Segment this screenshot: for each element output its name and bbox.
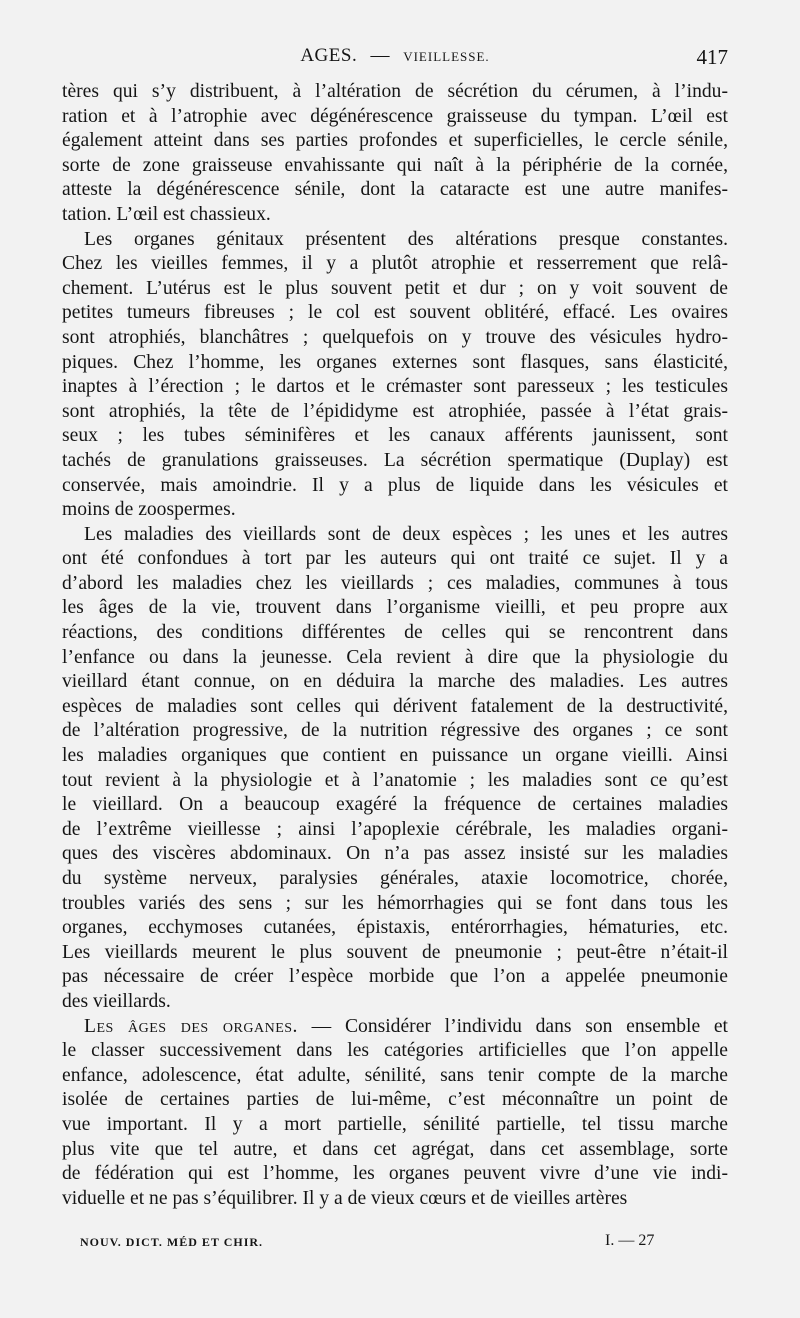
- paragraph: [62, 228, 728, 523]
- text-line: [62, 1015, 728, 1040]
- paragraph: [62, 80, 728, 228]
- text-line: tachés de granulations graisseuses. La sécrétion spermatique (Duplay) est: [62, 449, 728, 471]
- text-line: viduelle et ne pas s’équilibrer. Il y a de vieux cœurs et de vieilles artères: [62, 1187, 628, 1209]
- text-line: conservée, mais amoindrie. Il y a plus de liquide dans les vésicules et: [62, 474, 728, 496]
- text-line: également atteint dans ses parties profondes et superficielles, le cercle sénile,: [62, 130, 728, 152]
- header-subsection: VIEILLESSE.: [403, 49, 490, 64]
- text-line: vue important. Il y a mort partielle, sénilité partielle, tel tissu marche: [62, 1113, 728, 1135]
- paragraph: [62, 523, 728, 1015]
- text-line: les âges de la vie, trouvent dans l’organisme vieilli, et peu propre aux: [62, 597, 728, 619]
- text-line: les maladies organiques que contient en puissance un organe vieilli. Ainsi: [62, 745, 728, 767]
- body-text: [62, 80, 728, 1211]
- text-line: le classer successivement dans les catégories artificielles que l’on appelle: [62, 1040, 728, 1062]
- page-number: 417: [696, 45, 728, 69]
- header-section: AGES.: [300, 45, 358, 66]
- text-line: sont atrophiés, la tête de l’épididyme est atrophiée, passée à l’état grais-: [62, 400, 728, 422]
- footer-signature: I. — 27: [605, 1232, 655, 1249]
- text-run: — Considérer l’individu dans son ensemble et: [297, 1015, 728, 1037]
- text-line: l’enfance ou dans la jeunesse. Cela revient à dire que la physiologie du: [62, 646, 728, 668]
- text-line: tation. L’œil est chassieux.: [62, 203, 271, 225]
- text-line: moins de zoospermes.: [62, 499, 236, 521]
- text-line: petites tumeurs fibreuses ; le col est souvent oblitéré, effacé. Les ovaires: [62, 302, 728, 324]
- text-line: chement. L’utérus est le plus souvent petit et dur ; on y voit souvent de: [62, 277, 728, 299]
- text-line: Les maladies des vieillards sont de deux espèces ; les unes et les autres: [84, 523, 728, 545]
- text-line: d’abord les maladies chez les vieillards ; ces maladies, communes à tous: [62, 572, 728, 594]
- page-footer: [80, 1232, 680, 1255]
- text-line: troubles variés des sens ; sur les hémorrhagies qui se font dans tous les: [62, 892, 728, 914]
- text-line: tout revient à la physiologie et à l’anatomie ; les maladies sont ce qu’est: [62, 769, 728, 791]
- text-line: piques. Chez l’homme, les organes externes sont flasques, sans élasticité,: [62, 351, 728, 373]
- text-line: seux ; les tubes séminifères et les canaux afférents jaunissent, sont: [62, 425, 728, 447]
- text-line: vieillard étant connue, on en déduira la marche des maladies. Les autres: [62, 671, 728, 693]
- text-line: organes, ecchymoses cutanées, épistaxis, entérorrhagies, hématuries, etc.: [62, 917, 728, 939]
- text-line: des vieillards.: [62, 990, 171, 1012]
- text-line: Les vieillards meurent le plus souvent de pneumonie ; peut-être n’était-il: [62, 941, 728, 963]
- text-line: de l’extrême vieillesse ; ainsi l’apoplexie cérébrale, les maladies organi-: [62, 818, 728, 840]
- text-line: le vieillard. On a beaucoup exagéré la fréquence de certaines maladies: [62, 794, 728, 816]
- text-line: de fédération qui est l’homme, les organes peuvent vivre d’une vie indi-: [62, 1163, 728, 1185]
- text-line: isolée de certaines parties de lui-même, c’est méconnaître un point de: [62, 1089, 728, 1111]
- text-line: Chez les vieilles femmes, il y a plutôt atrophie et resserrement que relâ-: [62, 253, 728, 275]
- text-line: inaptes à l’érection ; le dartos et le crémaster sont paresseux ; les testicules: [62, 376, 728, 398]
- text-line: ont été confondues à tort par les auteurs qui ont traité ce sujet. Il y a: [62, 548, 728, 570]
- text-line: plus vite que tel autre, et dans cet agrégat, dans cet assemblage, sorte: [62, 1138, 728, 1160]
- running-title: [62, 45, 728, 67]
- text-line: pas nécessaire de créer l’espèce morbide que l’on a appelée pneumonie: [62, 966, 728, 988]
- text-line: de l’altération progressive, de la nutrition régressive des organes ; ce sont: [62, 720, 728, 742]
- text-line: ques des viscères abdominaux. On n’a pas assez insisté sur les maladies: [62, 843, 728, 865]
- header-dash: —: [370, 45, 390, 66]
- text-line: Les organes génitaux présentent des altérations presque constantes.: [84, 228, 728, 250]
- text-line: atteste la dégénérescence sénile, dont la cataracte est une autre manifes-: [62, 179, 728, 201]
- text-line: tères qui s’y distribuent, à l’altération de sécrétion du cérumen, à l’indu-: [62, 81, 728, 102]
- text-line: sont atrophiés, blanchâtres ; quelquefois on y trouve des vésicules hydro-: [62, 326, 728, 348]
- running-header: [62, 45, 728, 73]
- footer-publication: NOUV. DICT. MÉD ET CHIR.: [80, 1235, 264, 1249]
- text-line: ration et à l’atrophie avec dégénérescence graisseuse du tympan. L’œil est: [62, 105, 728, 127]
- text-line: réactions, des conditions différentes de celles qui se rencontrent dans: [62, 622, 728, 644]
- text-line: du système nerveux, paralysies générales, ataxie locomotrice, chorée,: [62, 868, 728, 889]
- paragraph: [62, 1015, 728, 1212]
- section-heading: Les âges des organes.: [84, 1015, 298, 1037]
- text-line: espèces de maladies sont celles qui dérivent fatalement de la destructivité,: [62, 695, 728, 717]
- text-line: sorte de zone graisseuse envahissante qui naît à la périphérie de la cornée,: [62, 154, 728, 176]
- text-line: enfance, adolescence, état adulte, sénilité, sans tenir compte de la marche: [62, 1064, 728, 1086]
